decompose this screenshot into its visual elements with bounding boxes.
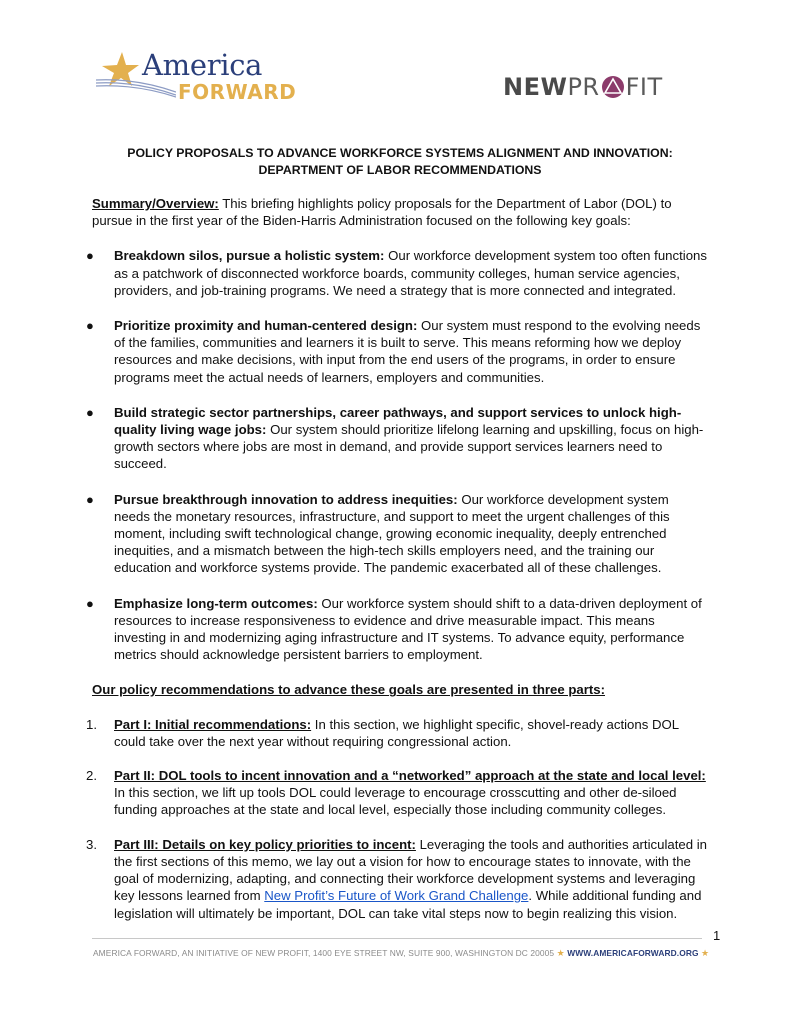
part-number: 3. bbox=[86, 836, 97, 852]
part-item bbox=[86, 716, 707, 750]
part-heading: Part III: Details on key policy priorities to incent: bbox=[114, 836, 416, 852]
goal-heading: Build strategic sector partnerships, career pathways, and support services to unlock high-quality living wage jobs: bbox=[114, 404, 682, 438]
part-number: 2. bbox=[86, 768, 97, 784]
goal-text: Our workforce development system needs the monetary resources, infrastructure, and support to meet the urgent challenges of this moment, including swift technological change, growing economic inequality, deeply entrenched inequities, and a mismatch between the high-tech skills employers need, and the training our education and workforce systems provide. The pandemic exacerbated all of these challenges. bbox=[114, 491, 670, 576]
parts-list bbox=[86, 716, 707, 922]
goal-item bbox=[86, 491, 707, 577]
bullet-icon: ● bbox=[86, 318, 94, 334]
part-heading: Part II: DOL tools to incent innovation and a “networked” approach at the state and local level: bbox=[114, 768, 706, 784]
bullet-icon: ● bbox=[86, 404, 94, 420]
title-line-1: POLICY PROPOSALS TO ADVANCE WORKFORCE SYSTEMS ALIGNMENT AND INNOVATION: bbox=[127, 146, 673, 160]
future-of-work-grand-challenge-link[interactable]: New Profit’s Future of Work Grand Challenge bbox=[264, 888, 529, 904]
goal-heading: Pursue breakthrough innovation to address inequities: bbox=[114, 491, 458, 507]
part-number: 1. bbox=[86, 716, 97, 732]
star-icon: ★ bbox=[556, 948, 565, 958]
summary-text: This briefing highlights policy proposals for the Department of Labor (DOL) to pursue in the first year of the Biden-Harris Administration focused on the following key goals: bbox=[92, 196, 672, 229]
recommendations-heading-text: Our policy recommendations to advance these goals are presented in three parts: bbox=[92, 682, 605, 698]
goal-heading: Emphasize long-term outcomes: bbox=[114, 595, 318, 611]
bullet-icon: ● bbox=[86, 595, 94, 611]
goal-item bbox=[86, 247, 707, 299]
part-text: In this section, we highlight specific, shovel-ready actions DOL could take over the next year without requiring congressional action. bbox=[114, 716, 679, 749]
star-icon: ★ bbox=[701, 948, 710, 958]
part-text-before: Leveraging the tools and authorities articulated in the first sections of this memo, we lay out a vision for how to encourage states to innovate, with the goal of modernizing, adapting, and connecting their workforce development systems and leveraging key lessons learned from bbox=[114, 836, 707, 904]
bullet-icon: ● bbox=[86, 248, 94, 264]
part-text-after: . While additional funding and legislation will ultimately be important, DOL can take vital steps now to begin realizing this vision. bbox=[114, 888, 702, 921]
logo-pr-text: PR bbox=[567, 73, 600, 101]
footer-website-link[interactable]: WWW.AMERICAFORWARD.ORG bbox=[567, 948, 699, 958]
part-item bbox=[86, 836, 707, 922]
logo-fit-text: FIT bbox=[625, 73, 663, 101]
goal-item bbox=[86, 404, 707, 473]
summary-paragraph bbox=[92, 195, 707, 229]
logo-america-text: America bbox=[142, 48, 263, 82]
footer-address: AMERICA FORWARD, AN INITIATIVE OF NEW PROFIT, 1400 EYE STREET NW, SUITE 900, WASHINGTON DC 20005 bbox=[93, 948, 555, 958]
goals-list bbox=[86, 247, 707, 663]
logo-forward-text: FORWARD bbox=[178, 80, 297, 104]
bullet-icon: ● bbox=[86, 491, 94, 507]
document-title bbox=[80, 145, 720, 179]
goal-item bbox=[86, 595, 707, 664]
goal-heading: Prioritize proximity and human-centered design: bbox=[114, 318, 418, 334]
goal-text: Our system should prioritize lifelong learning and upskilling, focus on high-growth sectors where jobs are most in demand, and provide support services learners need to succeed. bbox=[114, 422, 704, 472]
goal-item bbox=[86, 317, 707, 386]
recommendations-heading bbox=[92, 681, 707, 698]
document-body bbox=[86, 195, 707, 939]
summary-label: Summary/Overview: bbox=[92, 196, 219, 211]
part-heading: Part I: Initial recommendations: bbox=[114, 716, 312, 732]
goal-text: Our system must respond to the evolving needs of the families, communities and learners it is built to serve. This means reforming how we deploy resources and make decisions, with input from the end users of the programs, in order to ensure programs meet the actual needs of learners, employers and communities. bbox=[114, 318, 701, 385]
title-line-2: DEPARTMENT OF LABOR RECOMMENDATIONS bbox=[258, 163, 542, 177]
america-forward-logo bbox=[96, 46, 296, 116]
page-number: 1 bbox=[713, 928, 721, 943]
new-profit-o-triangle-icon bbox=[601, 75, 625, 99]
goal-text: Our workforce development system too often functions as a patchwork of disconnected workforce boards, community colleges, human service agencies, providers, and job-training programs. We need a strategy that is more connected and integrated. bbox=[114, 248, 707, 298]
footer bbox=[93, 948, 709, 959]
part-text: In this section, we lift up tools DOL could leverage to encourage crosscutting and other de-siloed funding approaches at the state and local level, especially those including community colleges. bbox=[114, 785, 677, 818]
logo-new-text: NEW bbox=[503, 73, 568, 101]
goal-text: Our workforce system should shift to a data-driven deployment of resources to increase responsiveness to evidence and drive measurable impact. This means investing in and modernizing aging infrastructure and IT systems. To advance equity, performance metrics should acknowledge persistent barriers to employment. bbox=[114, 595, 702, 663]
new-profit-logo bbox=[503, 70, 663, 104]
part-item bbox=[86, 767, 707, 819]
goal-heading: Breakdown silos, pursue a holistic system: bbox=[114, 248, 385, 264]
footer-divider bbox=[92, 938, 702, 939]
